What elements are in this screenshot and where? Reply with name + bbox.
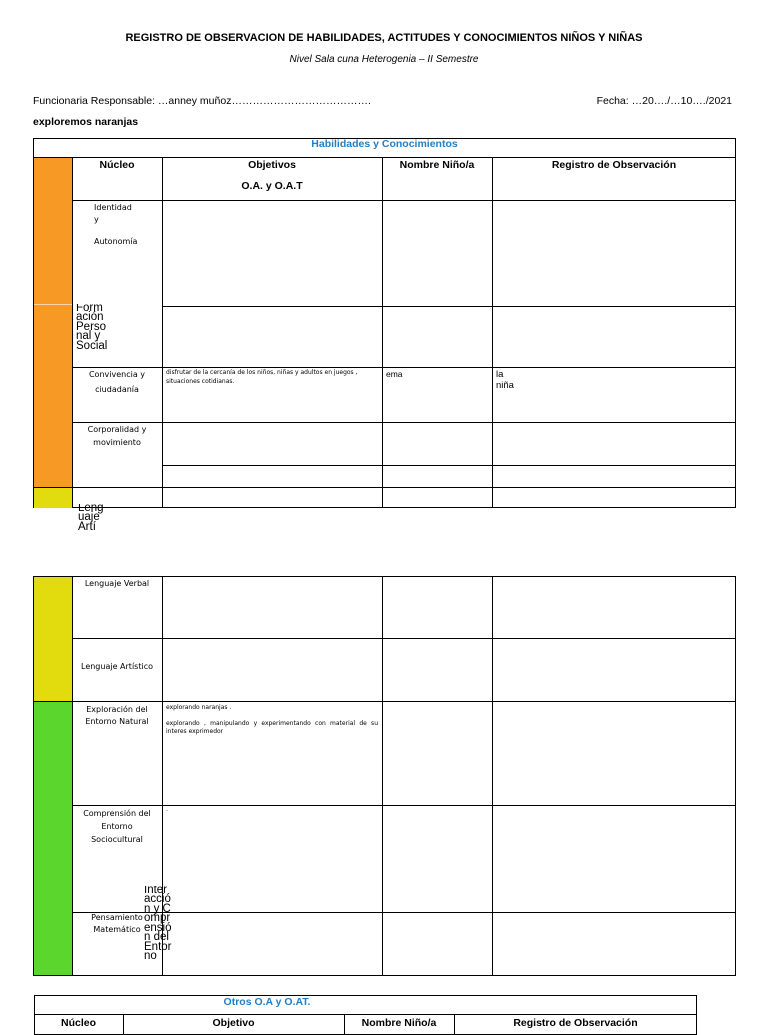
document-title: REGISTRO DE OBSERVACION DE HABILIDADES, ACTITUDES Y CONOCIMIENTOS NIÑOS Y NIÑAS: [125, 32, 643, 44]
table1-frame: [33, 138, 736, 508]
divider: [34, 1014, 697, 1015]
divider: [72, 422, 736, 423]
divider: [162, 157, 163, 508]
divider: [162, 465, 736, 466]
nucleo-corporalidad-line2: movimiento: [93, 438, 141, 447]
nucleo-lenguaje-artistico: Lenguaje Artístico: [81, 662, 153, 671]
col-header-nucleo: Núcleo: [99, 159, 135, 171]
divider: [382, 576, 383, 976]
nucleo-exploracion-line2: Entorno Natural: [85, 717, 149, 726]
ambito-label-formacion: Formación Personal y Social: [76, 304, 108, 352]
divider: [72, 157, 73, 508]
nucleo-comprension-line1: Comprensión del: [83, 809, 151, 818]
col-header-nombre: Nombre Niño/a: [399, 159, 475, 171]
responsable-line: Funcionaria Responsable: …anney muñoz………………………………….: [33, 95, 371, 107]
actividad-title: exploremos naranjas: [33, 116, 139, 128]
nucleo-lenguaje-verbal: Lenguaje Verbal: [84, 579, 150, 588]
divider: [72, 200, 736, 201]
divider: [33, 487, 736, 488]
divider: [33, 701, 736, 702]
t2-col-nucleo: Núcleo: [60, 1017, 96, 1029]
ambito-bar-lenguaje-cont: [34, 577, 72, 701]
nucleo-convivencia-line1: Convivencia y: [88, 370, 146, 379]
nucleo-pensamiento-line2: Matemático: [93, 925, 141, 934]
nombre-convivencia: ema: [386, 369, 403, 379]
nucleo-corporalidad: [72, 424, 162, 449]
t2-col-objetivo: Objetivo: [212, 1017, 255, 1029]
col-header-registro: Registro de Observación: [551, 159, 677, 171]
divider: [382, 157, 383, 508]
objetivo-comprension: ·: [166, 808, 168, 815]
section-title-otros: Otros O.A y O.AT.: [223, 996, 311, 1008]
divider: [492, 157, 493, 508]
objetivo-convivencia: disfrutar de la cercanía de los niños, niñas y adultos en juegos , situaciones cotidianas.: [166, 369, 358, 385]
nucleo-comprension: [72, 808, 162, 846]
ambito-label-lenguaje: Lenguaje Artí: [78, 504, 104, 533]
section-title-habilidades: Habilidades y Conocimientos: [311, 138, 458, 150]
nucleo-comprension-line3: Sociocultural: [91, 835, 143, 844]
nucleo-exploracion: [72, 704, 162, 728]
col-header-objetivos: Objetivos: [248, 159, 296, 171]
fecha-line: Fecha: …20…./…10…./2021: [596, 95, 732, 107]
document-subtitle: Nivel Sala cuna Heterogenia – II Semestre: [289, 54, 479, 65]
objetivo-exploracion: [166, 704, 378, 737]
ambito-label-interaccion: Interacción y Comprensión del Entorno: [144, 886, 172, 962]
divider: [72, 638, 736, 639]
ambito-bar-lenguaje: [34, 488, 72, 508]
nucleo-corporalidad-line1: Corporalidad y: [87, 425, 147, 434]
nucleo-identidad-line2: Autonomía: [94, 237, 138, 246]
divider: [492, 576, 493, 976]
nucleo-exploracion-line1: Exploración del: [86, 705, 148, 714]
divider: [72, 805, 736, 806]
nucleo-pensamiento-line1: Pensamiento: [91, 913, 143, 922]
divider: [34, 304, 72, 305]
ambito-bar-formacion: [34, 158, 72, 487]
nucleo-identidad: [94, 202, 137, 248]
divider: [33, 157, 736, 158]
col-header-oa-oat: O.A. y O.A.T: [241, 180, 303, 192]
t2-col-nombre: Nombre Niño/a: [361, 1017, 437, 1029]
nucleo-comprension-line2: Entorno: [101, 822, 133, 831]
registro-convivencia: la niña: [496, 369, 514, 391]
divider: [72, 367, 736, 368]
nucleo-convivencia-line2: ciudadanía: [95, 385, 139, 394]
t2-col-registro: Registro de Observación: [513, 1017, 638, 1029]
divider: [162, 306, 736, 307]
objetivo-exploracion-line1: explorando naranjas .: [166, 704, 232, 711]
ambito-bar-interaccion: [34, 702, 72, 975]
objetivo-exploracion-line2: explorando , manipulando y experimentando con material de su interes exprimedor: [166, 719, 378, 736]
nucleo-identidad-line1: Identidad y: [94, 203, 132, 224]
